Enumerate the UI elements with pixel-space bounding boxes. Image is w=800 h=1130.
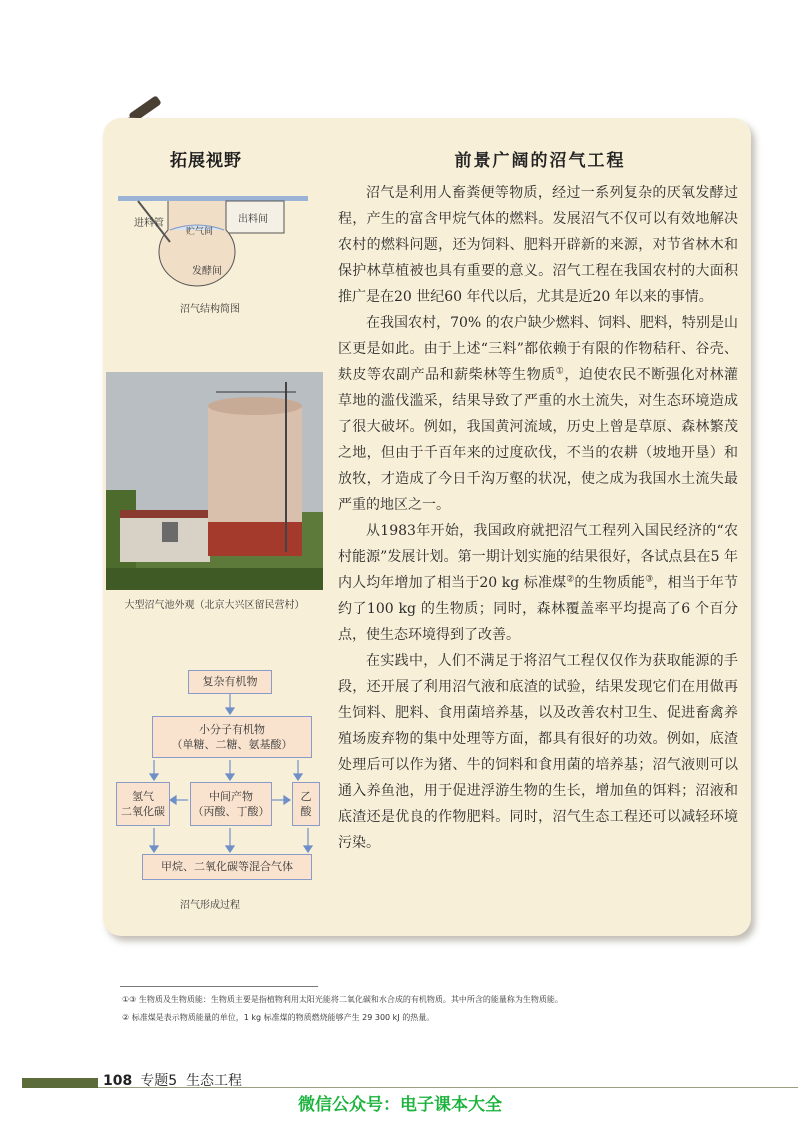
- footnote-mark-3: ③: [645, 574, 654, 585]
- ferment-chamber-label: 发酵间: [192, 266, 222, 277]
- gas-chamber-label: 贮气间: [186, 226, 214, 236]
- footnote-mark-1: ①: [555, 366, 565, 377]
- biogas-structure-diagram: [118, 190, 308, 300]
- topic-title: 生态工程: [186, 1073, 243, 1089]
- biogas-tank-photo: [106, 372, 323, 590]
- biogas-formation-flowchart: [112, 664, 322, 894]
- article-title: 前景广阔的沼气工程: [454, 151, 626, 171]
- structure-caption: 沼气结构简图: [180, 304, 240, 315]
- watermark: 微信公众号：电子课本大全: [298, 1095, 502, 1115]
- footnote-divider: [120, 986, 318, 987]
- footer-bar: [22, 1078, 98, 1088]
- flow-box-small-molecules: 小分子有机物 （单糖、二糖、氨基酸）: [152, 716, 312, 758]
- topic-number: 专题5: [140, 1073, 178, 1089]
- article-body: [338, 180, 738, 856]
- flow-box-complex-organic: 复杂有机物: [188, 670, 272, 694]
- flow-box-acetic-acid: 乙 酸: [292, 782, 320, 826]
- paragraph-2: 在我国农村，70% 的农户缺少燃料、饲料、肥料，特别是山区更是如此。由于上述“三料”都依赖于有限的作物秸秆、谷壳、麸皮等农副产品和薪柴林等生物质①，迫使农民不断强化对林灌草地的滥伐滥采，结果导致了严重的水土流失，对生态环境造成了很大破坏。例如，我国黄河流域，历史上曾是草原、森林繁茂之地，但由于千百年来的过度砍伐，不当的农耕（坡地开垦）和放牧，才造成了今日千沟万壑的状况，使之成为我国水土流失最严重的地区之一。: [338, 315, 738, 513]
- paragraph-3: 从1983年开始，我国政府就把沼气工程列入国民经济的“农村能源”发展计划。第一期计划实施的结果很好，各试点县在5 年内人均年增加了相当于20 kg 标准煤②的生物质能③，相当于年节约了100 kg 的生物质；同时，森林覆盖率平均提高了6 个百分点，使生态环境得到了改善。: [338, 523, 739, 643]
- flow-box-mixed-gas: 甲烷、二氧化碳等混合气体: [142, 854, 312, 880]
- flow-box-hydrogen-co2: 氢气 二氧化碳: [116, 782, 170, 826]
- flow-caption: 沼气形成过程: [180, 900, 240, 911]
- paragraph-1: 沼气是利用人畜粪便等物质，经过一系列复杂的厌氧发酵过程，产生的富含甲烷气体的燃料。发展沼气不仅可以有效地解决农村的燃料问题，还为饲料、肥料开辟新的来源，对节省林木和保护林草植被也具有重要的意义。沼气工程在我国农村的大面积推广是在20 世纪60 年代以后，尤其是近20 年以来的事情。: [338, 185, 738, 305]
- page-footer: [103, 1070, 242, 1090]
- footnote-2: ② 标准煤是表示物质能量的单位，1 kg 标准煤的物质燃烧能够产生 29 300 kJ 的热量。: [122, 1013, 435, 1022]
- photo-caption: 大型沼气池外观（北京大兴区留民营村）: [124, 600, 305, 611]
- section-label: 拓展视野: [170, 151, 242, 171]
- paragraph-4: 在实践中，人们不满足于将沼气工程仅仅作为获取能源的手段，还开展了利用沼气液和底渣的试验，结果发现它们在用做再生饲料、肥料、食用菌培养基，以及改善农村卫生、促进畜禽养殖场废弃物的集中处理等方面，都具有很好的功效。例如，底渣处理后可以作为猪、牛的饲料和食用菌的培养基；沼气液则可以通入养鱼池，用于促进浮游生物的生长，增加鱼的饵料；沼液和底渣还是优良的作物肥料。同时，沼气生态工程还可以减轻环境污染。: [338, 653, 738, 851]
- inlet-label: 进料管: [134, 218, 164, 229]
- outlet-label: 出料间: [238, 214, 268, 225]
- page-number: 108: [103, 1073, 133, 1089]
- footnote-1: ①③ 生物质及生物质能：生物质主要是指植物利用太阳光能将二氧化碳和水合成的有机物质。其中所含的能量称为生物质能。: [122, 995, 563, 1004]
- flow-box-intermediate: 中间产物 （丙酸、丁酸）: [190, 782, 272, 826]
- footnote-mark-2: ②: [566, 574, 575, 585]
